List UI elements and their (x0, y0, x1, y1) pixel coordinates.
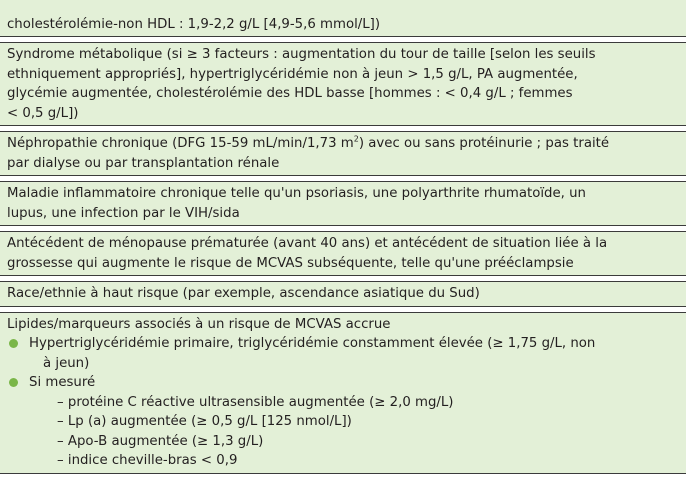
row-text-line: Maladie inflammatoire chronique telle qu'un psoriasis, une polyarthrite rhumatoïde, un (7, 186, 586, 201)
table-row (0, 42, 686, 126)
superscript: 2 (353, 134, 359, 144)
bullet-item (7, 334, 686, 354)
dash-item: – indice cheville-bras < 0,9 (57, 453, 238, 468)
bullet-text: Si mesuré (29, 375, 96, 390)
row-text-line: Race/ethnie à haut risque (par exemple, ascendance asiatique du Sud) (7, 286, 480, 301)
row-title: Lipides/marqueurs associés à un risque de MCVAS accrue (7, 316, 391, 332)
bullet-item (7, 373, 686, 393)
row-text-segment: Néphropathie chronique (DFG 15-59 mL/min/1,73 m (7, 136, 354, 151)
row-text-line: Antécédent de ménopause prématurée (avant 40 ans) et antécédent de situation liée à la (7, 236, 608, 251)
row-text-line: grossesse qui augmente le risque de MCVAS subséquente, telle qu'une prééclampsie (7, 255, 574, 271)
row-text-line: glycémie augmentée, cholestérolémie des HDL basse [hommes : < 0,4 g/L ; femmes (7, 86, 573, 101)
table-row (0, 312, 686, 474)
table-row (0, 0, 686, 37)
row-text-line: Syndrome métabolique (si ≥ 3 facteurs : augmentation du tour de taille [selon les seuils (7, 47, 596, 62)
dash-item: – Lp (a) augmentée (≥ 0,5 g/L [125 nmol/L]) (57, 414, 352, 429)
row-text-line: lupus, une infection par le VIH/sida (7, 205, 240, 221)
row-text-line: cholestérolémie-non HDL : 1,9-2,2 g/L [4,9-5,6 mmol/L]) (7, 16, 381, 32)
table-row (0, 131, 686, 176)
bullet-dot-icon (9, 378, 18, 387)
table-row (0, 281, 686, 307)
row-text-line (7, 134, 686, 154)
row-text-line: < 0,5 g/L]) (7, 105, 79, 121)
table-row (0, 231, 686, 276)
row-text-segment: ) avec ou sans protéinurie ; pas traité (358, 136, 610, 151)
row-text-line: ethniquement appropriés], hypertriglycéridémie non à jeun > 1,5 g/L, PA augmentée, (7, 66, 578, 82)
table-row (0, 181, 686, 226)
dash-item: – Apo-B augmentée (≥ 1,3 g/L) (57, 433, 264, 449)
bullet-text: Hypertriglycéridémie primaire, triglycéridémie constamment élevée (≥ 1,75 g/L, non (29, 336, 596, 351)
row-text-line: par dialyse ou par transplantation rénale (7, 155, 280, 171)
bullet-continuation: à jeun) (43, 355, 90, 371)
dash-item: – protéine C réactive ultrasensible augmentée (≥ 2,0 mg/L) (57, 394, 454, 410)
bullet-dot-icon (9, 339, 18, 348)
